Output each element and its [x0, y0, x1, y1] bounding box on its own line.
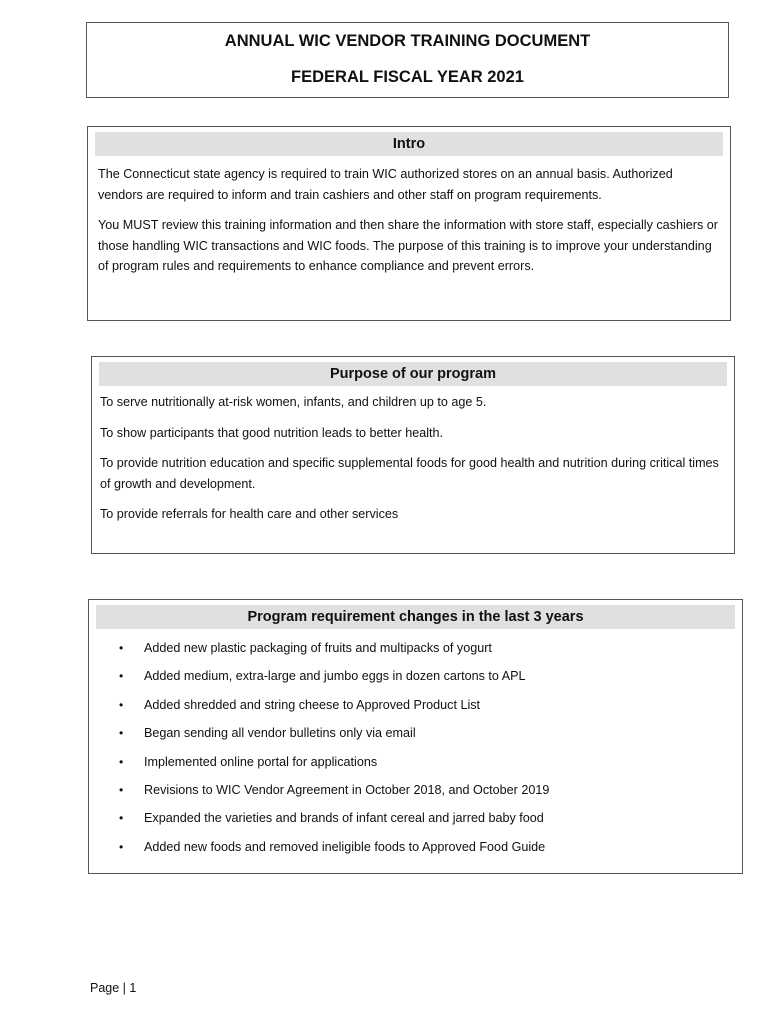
- purpose-item: To show participants that good nutrition leads to better health.: [100, 425, 444, 440]
- list-item-text: Added new foods and removed ineligible foods to Approved Food Guide: [144, 839, 546, 854]
- list-item: [89, 833, 742, 861]
- changes-section: [88, 599, 743, 874]
- list-item: [89, 662, 742, 690]
- bullet-icon: •: [119, 641, 124, 655]
- list-item-text: Implemented online portal for applications: [144, 754, 378, 769]
- list-item: [89, 748, 742, 776]
- purpose-item: To provide nutrition education and specific supplemental foods for good health and nutrition during critical times of growth and development.: [100, 456, 719, 491]
- changes-heading: Program requirement changes in the last 3 years: [96, 605, 735, 629]
- list-item-text: Added new plastic packaging of fruits and multipacks of yogurt: [144, 641, 492, 655]
- purpose-item: To provide referrals for health care and other services: [100, 507, 399, 521]
- bullet-icon: •: [119, 811, 124, 826]
- purpose-section: [91, 356, 735, 554]
- list-item: [89, 719, 742, 747]
- list-item: [89, 691, 742, 719]
- list-item-text: Added shredded and string cheese to Approved Product List: [144, 697, 481, 712]
- purpose-item: To serve nutritionally at-risk women, infants, and children up to age 5.: [100, 395, 487, 409]
- list-item-text: Began sending all vendor bulletins only via email: [144, 726, 416, 741]
- list-item: [89, 804, 742, 832]
- intro-paragraph: The Connecticut state agency is required to train WIC authorized stores on an annual basis. Authorized vendors are required to inform and train cashiers and other staff on program requirements.: [98, 167, 673, 202]
- bullet-icon: •: [119, 697, 124, 712]
- document-title-box: [86, 22, 729, 98]
- purpose-heading: Purpose of our program: [99, 362, 727, 386]
- bullet-icon: •: [119, 669, 124, 684]
- list-item-text: Expanded the varieties and brands of infant cereal and jarred baby food: [144, 811, 544, 826]
- bullet-icon: •: [119, 782, 124, 797]
- intro-paragraph: You MUST review this training information and then share the information with store staff, especially cashiers or those handling WIC transactions and WIC foods. The purpose of this training is to improve your understanding of program rules and requirements to enhance compliance and prevent errors.: [98, 218, 718, 273]
- document-subtitle: FEDERAL FISCAL YEAR 2021: [291, 68, 524, 86]
- list-item-text: Revisions to WIC Vendor Agreement in October 2018, and October 2019: [144, 782, 550, 797]
- intro-heading: Intro: [95, 132, 723, 156]
- bullet-icon: •: [119, 726, 124, 741]
- bullet-icon: •: [119, 754, 124, 769]
- list-item: [89, 634, 742, 662]
- list-item-text: Added medium, extra-large and jumbo eggs in dozen cartons to APL: [144, 669, 526, 684]
- page-number: Page | 1: [90, 981, 137, 995]
- changes-list: [89, 634, 742, 861]
- bullet-icon: •: [119, 839, 124, 854]
- list-item: [89, 776, 742, 804]
- document-title: ANNUAL WIC VENDOR TRAINING DOCUMENT: [224, 32, 591, 50]
- intro-section: [87, 126, 731, 321]
